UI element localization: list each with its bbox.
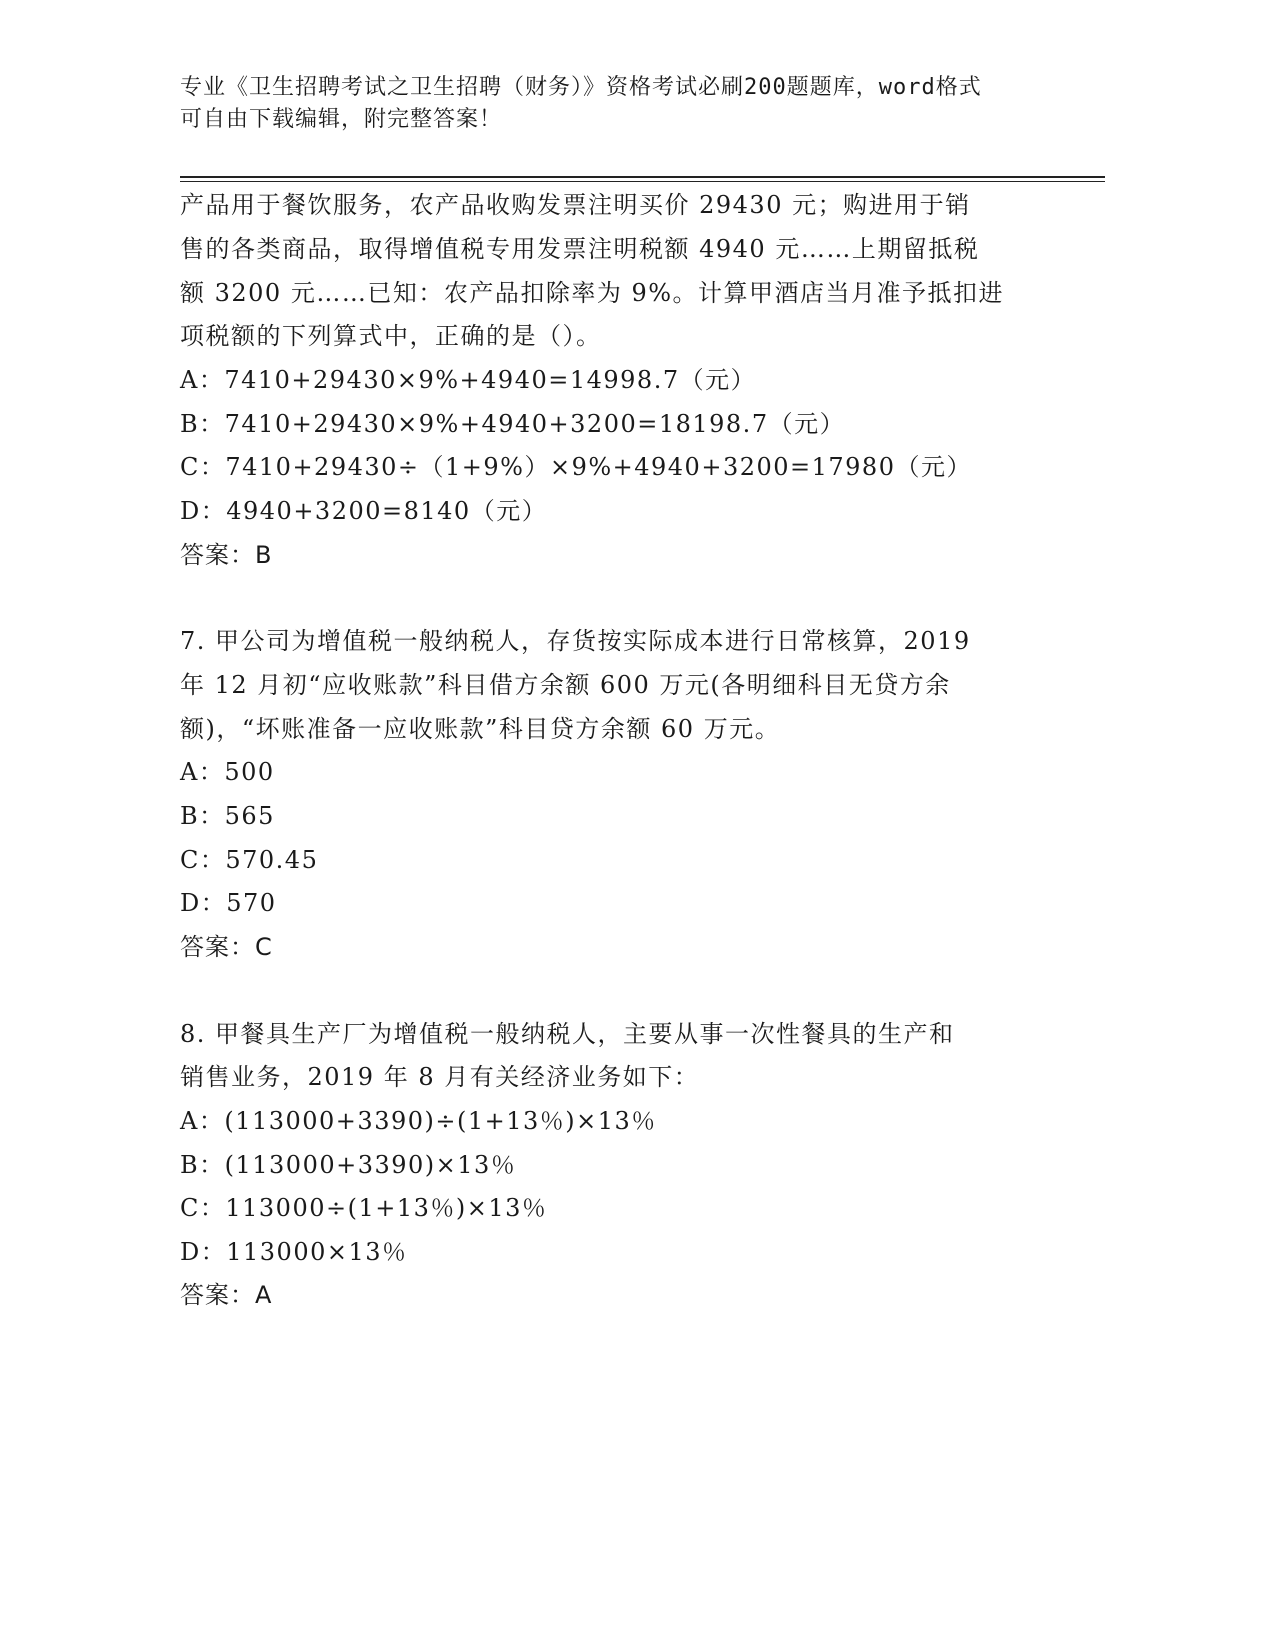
document-header xyxy=(180,72,1060,136)
option-a: A：(113000+3390)÷(1+13％)×13％ xyxy=(180,1107,657,1135)
option-c: C：113000÷(1+13％)×13％ xyxy=(180,1194,548,1222)
header-title-line-2: 可自由下载编辑，附完整答案！ xyxy=(180,107,503,132)
option-c: C：7410+29430÷（1+9%）×9%+4940+3200=17980（元） xyxy=(180,453,972,481)
option-b: B：565 xyxy=(180,802,275,830)
question-stem-line: 销售业务，2019 年 8 月有关经济业务如下： xyxy=(180,1063,700,1091)
question-stem-line: 额)，“坏账准备一应收账款”科目贷方余额 60 万元。 xyxy=(180,715,781,743)
header-divider-thick xyxy=(180,176,1105,178)
option-c: C：570.45 xyxy=(180,846,319,874)
option-d: D：570 xyxy=(180,889,277,917)
option-d: D：113000×13％ xyxy=(180,1238,408,1266)
option-b: B：(113000+3390)×13％ xyxy=(180,1151,517,1179)
question-stem-line: 项税额的下列算式中，正确的是（）。 xyxy=(180,322,602,350)
option-d: D：4940+3200=8140（元） xyxy=(180,497,548,525)
answer-label: 答案：A xyxy=(180,1281,273,1309)
option-a: A：7410+29430×9%+4940=14998.7（元） xyxy=(180,366,757,394)
question-stem-line: 年 12 月初“应收账款”科目借方余额 600 万元(各明细科目无贷方余 xyxy=(180,671,951,699)
question-stem-line: 售的各类商品，取得增值税专用发票注明税额 4940 元……上期留抵税 xyxy=(180,235,980,263)
question-stem-line: 产品用于餐饮服务，农产品收购发票注明买价 29430 元；购进用于销 xyxy=(180,191,971,219)
option-b: B：7410+29430×9%+4940+3200=18198.7（元） xyxy=(180,410,846,438)
header-title-line-1: 专业《卫生招聘考试之卫生招聘（财务）》资格考试必刷200题题库，word格式 xyxy=(180,75,982,100)
header-divider-thin xyxy=(180,181,1105,182)
option-a: A：500 xyxy=(180,758,275,786)
question-stem-line: 额 3200 元……已知：农产品扣除率为 9%。计算甲酒店当月准予抵扣进 xyxy=(180,279,1005,307)
question-stem-line: 7. 甲公司为增值税一般纳税人，存货按实际成本进行日常核算，2019 xyxy=(180,627,971,655)
answer-label: 答案：B xyxy=(180,541,273,569)
answer-label: 答案：C xyxy=(180,933,273,961)
question-stem-line: 8. 甲餐具生产厂为增值税一般纳税人，主要从事一次性餐具的生产和 xyxy=(180,1020,955,1048)
